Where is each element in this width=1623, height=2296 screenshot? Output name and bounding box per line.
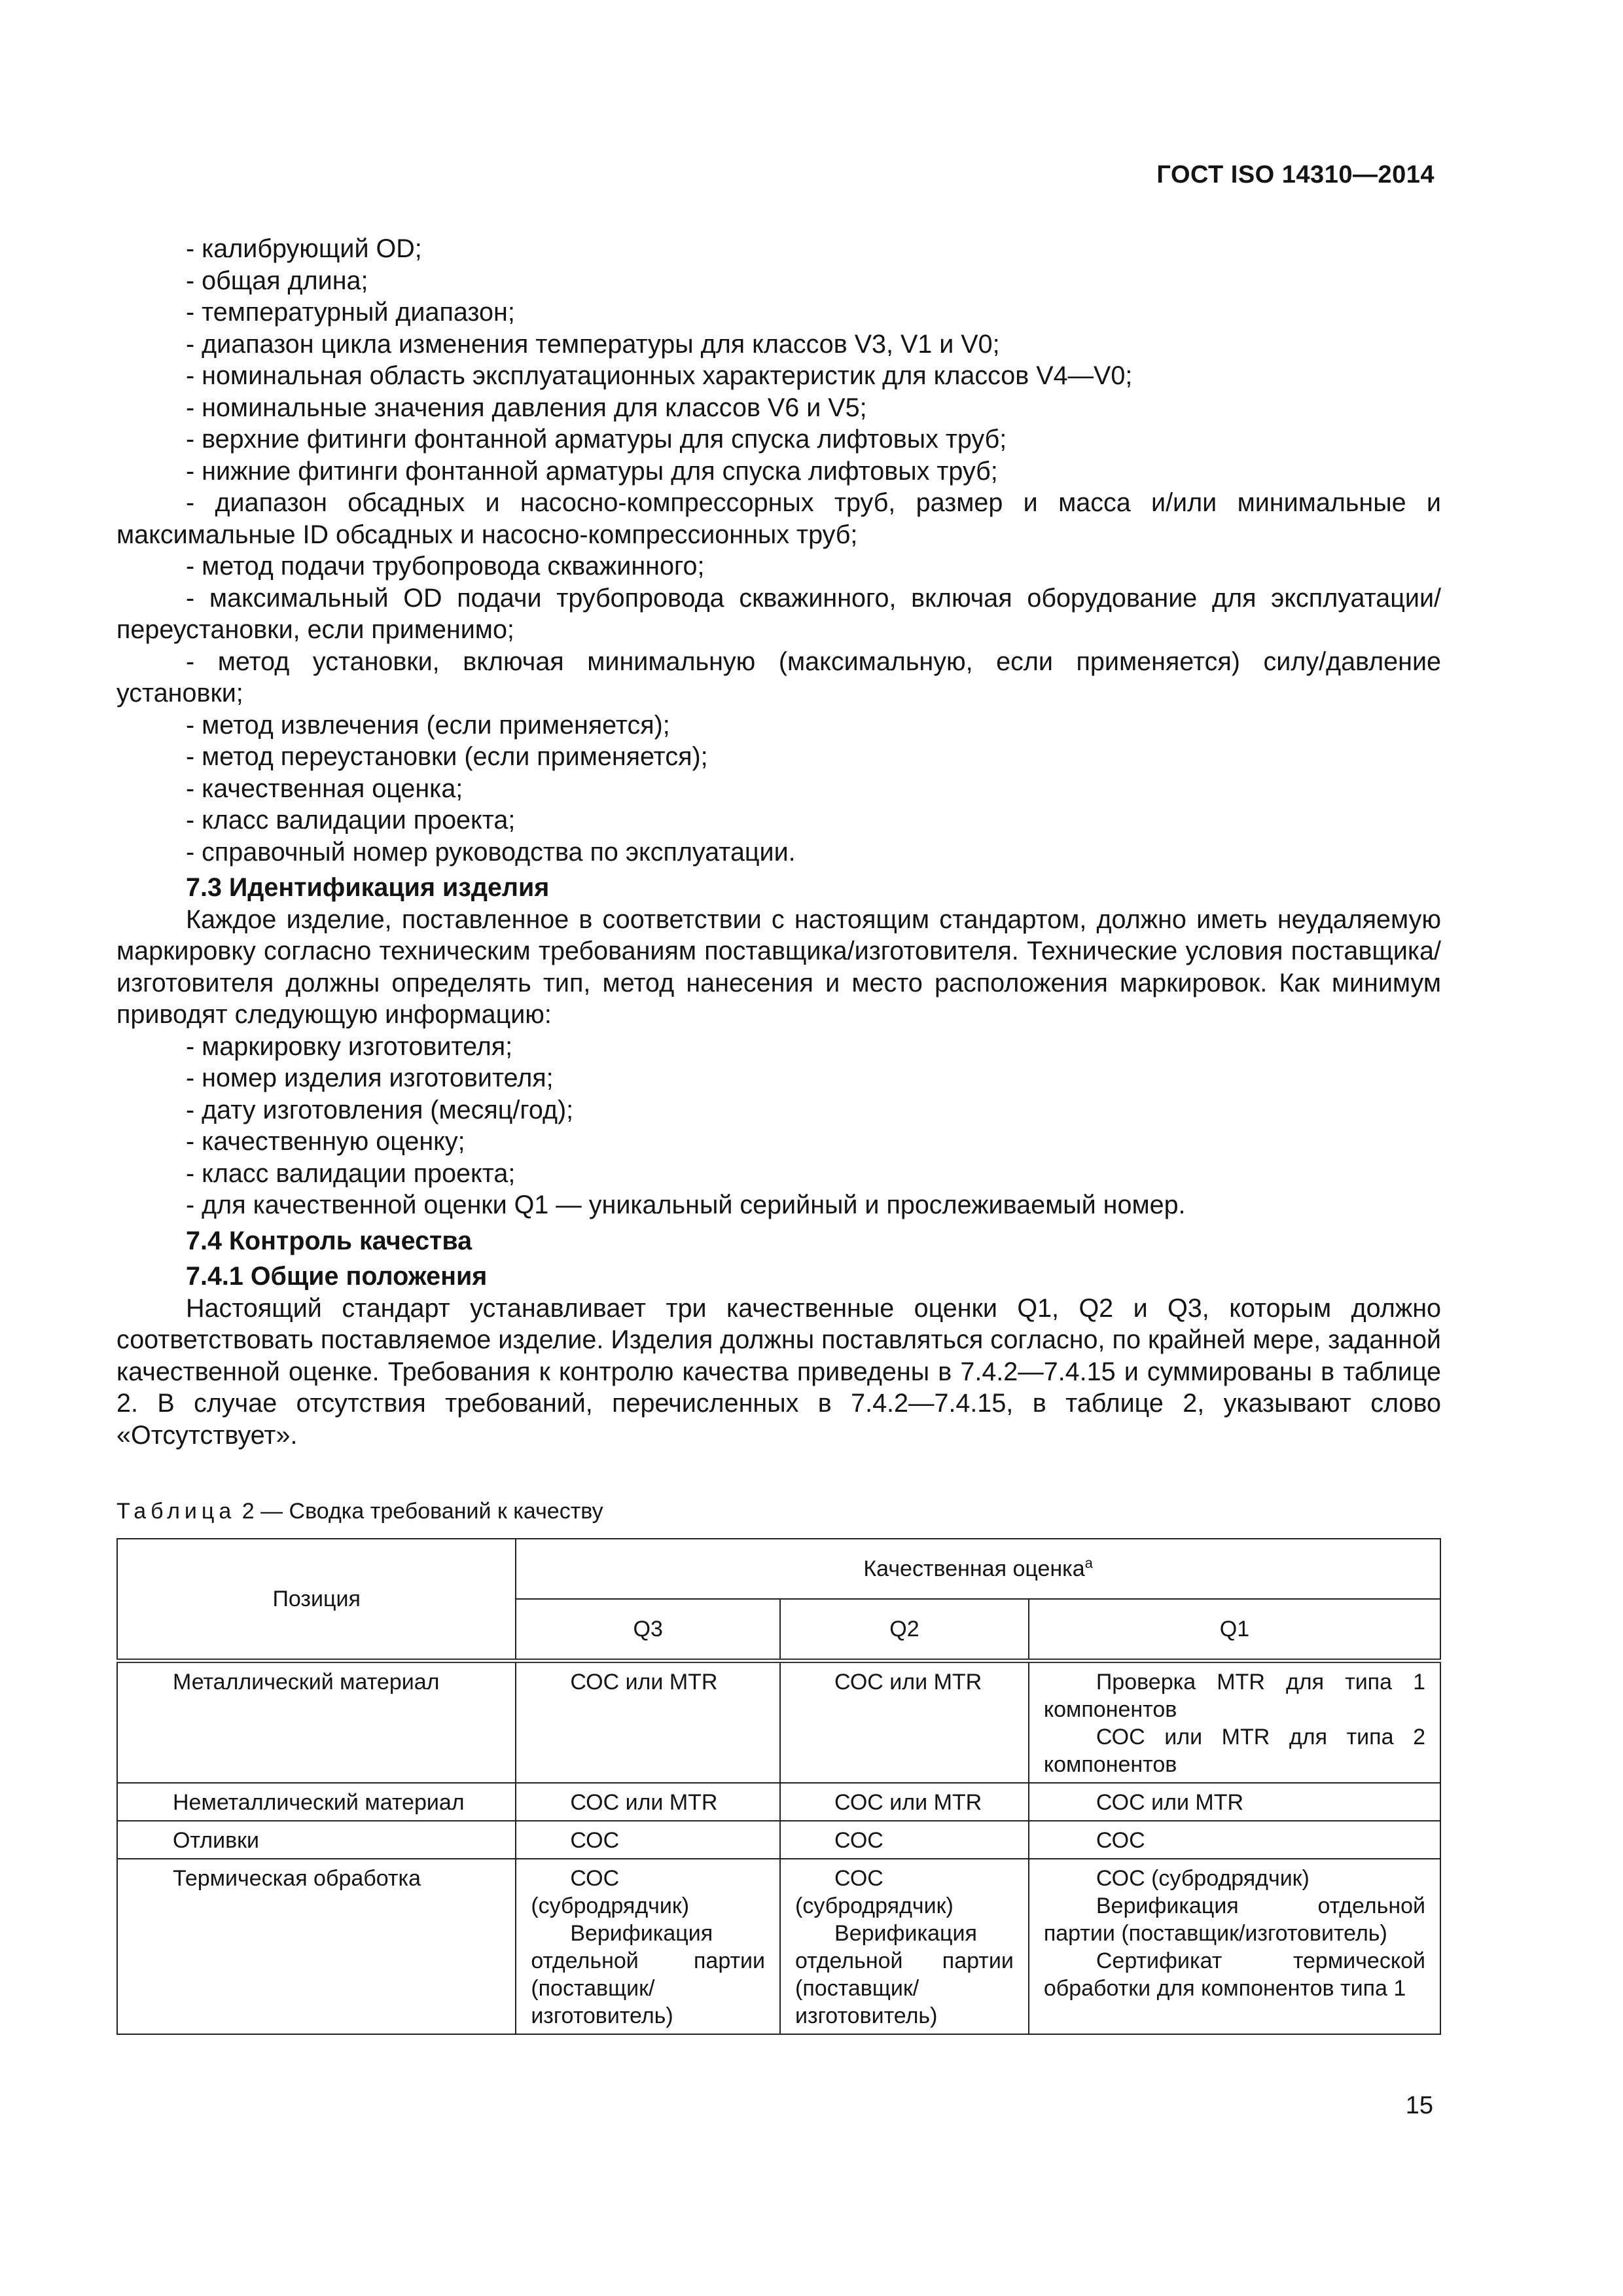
list-item: - метод подачи трубопровода скважинного; [186, 552, 705, 581]
list-item: - дату изготовления (месяц/год); [186, 1095, 574, 1124]
cell-q1: СОС [1029, 1821, 1440, 1859]
cell-q2: СОС или MTR [780, 1783, 1029, 1821]
cell-q1: СОС (субродрядчик) Верификация отдельной партии (поставщик/изготовитель) Сертификат термической обработки для компонентов типа 1 [1029, 1859, 1440, 2034]
list-item: - метод установки, включая минимальную (максимальную, если применяется) силу/давление установки; [116, 647, 1441, 708]
identification-list [116, 1031, 1441, 1221]
list-item: - класс валидации проекта; [186, 806, 516, 834]
section-paragraph-7-3: Каждое изделие, поставленное в соответствии с настоящим стандартом, должно иметь неудаляемую маркировку согласно техническим требованиям поставщика/изготовителя. Технические условия поставщика/изготовителя должны определять тип, метод нанесения и место расположения маркировок. Как минимум приводят следующую информацию: [116, 905, 1441, 1029]
header-q2: Q2 [780, 1599, 1029, 1661]
list-item: - метод извлечения (если применяется); [186, 710, 670, 740]
header-position: Позиция [117, 1539, 516, 1661]
cell-q2: СОС (субродрядчик) Верификация отдельной партии (поставщик/изготовитель) [780, 1859, 1029, 2034]
table-caption-label: Таблица [116, 1499, 236, 1524]
cell-q2: СОС [780, 1821, 1029, 1859]
list-item: - температурный диапазон; [186, 298, 515, 327]
table-row [117, 1661, 1440, 1784]
cell-q2: СОС или MTR [780, 1661, 1029, 1784]
page-body [116, 233, 1441, 1526]
list-item: - метод переустановки (если применяется); [186, 742, 708, 771]
section-heading-7-3: 7.3 Идентификация изделия [186, 873, 550, 902]
cell-position: Металлический материал [117, 1661, 516, 1784]
header-q1: Q1 [1029, 1599, 1440, 1661]
cell-position: Неметаллический материал [117, 1783, 516, 1821]
subsection-heading-7-4-1: 7.4.1 Общие положения [186, 1262, 488, 1291]
cell-position: Отливки [117, 1821, 516, 1859]
list-item: - для качественной оценки Q1 — уникальный серийный и прослеживаемый номер. [186, 1191, 1186, 1219]
header-quality-grade: Качественная оценка$^a$ [516, 1539, 1440, 1599]
list-item: - качественную оценку; [186, 1127, 465, 1156]
section-paragraph-7-4-1: Настоящий стандарт устанавливает три качественные оценки Q1, Q2 и Q3, которым должно соответствовать поставляемое изделие. Изделия должны поставляться согласно, по крайней мере, заданной качественной оценке. Требования к контролю качества приведены в 7.4.2—7.4.15 и суммированы в таблице 2. В случае отсутствия требований, перечисленных в 7.4.2—7.4.15, в таблице 2, указывают слово «Отсутствует». [116, 1293, 1441, 1450]
cell-q3: СОС (субродрядчик) Верификация отдельной партии (поставщик/изготовитель) [516, 1859, 780, 2034]
table-header-row [117, 1539, 1440, 1599]
list-item: - калибрующий OD; [186, 234, 422, 263]
list-item: - верхние фитинги фонтанной арматуры для спуска лифтовых труб; [186, 425, 1007, 454]
list-item: - нижние фитинги фонтанной арматуры для спуска лифтовых труб; [186, 456, 998, 486]
cell-position: Термическая обработка [117, 1859, 516, 2034]
cell-q3: СОС или MTR [516, 1661, 780, 1784]
document-header: ГОСТ ISO 14310—2014 [1156, 161, 1435, 188]
list-item: - класс валидации проекта; [186, 1158, 516, 1188]
cell-q1: СОС или MTR [1029, 1783, 1440, 1821]
footnote-marker: a [1084, 1554, 1093, 1571]
list-item: - диапазон цикла изменения температуры для классов V3, V1 и V0; [186, 329, 1000, 359]
header-q3: Q3 [516, 1599, 780, 1661]
list-item: - качественная оценка; [186, 774, 463, 803]
cell-q3: СОС или MTR [516, 1783, 780, 1821]
table-caption-text: 2 — Сводка требований к качеству [236, 1499, 603, 1524]
list-item: - номер изделия изготовителя; [186, 1064, 554, 1092]
table-row [117, 1783, 1440, 1821]
list-item: - общая длина; [186, 266, 368, 295]
list-item: - номинальные значения давления для классов V6 и V5; [186, 393, 867, 422]
table-row [117, 1859, 1440, 2034]
cell-q3: СОС [516, 1821, 780, 1859]
page-number: 15 [1405, 2092, 1433, 2119]
list-item: - справочный номер руководства по эксплуатации. [186, 837, 796, 867]
cell-q1: Проверка MTR для типа 1 компонентов СОС или MTR для типа 2 компонентов [1029, 1661, 1440, 1784]
list-item: - диапазон обсадных и насосно-компрессорных труб, размер и масса и/или минимальные и максимальные ID обсадных и насосно-компрессионных труб; [116, 488, 1441, 549]
list-item: - номинальная область эксплуатационных характеристик для классов V4—V0; [186, 361, 1133, 390]
table-row [117, 1821, 1440, 1859]
spec-list [116, 233, 1441, 868]
table-caption [116, 1497, 1441, 1526]
list-item: - максимальный OD подачи трубопровода скважинного, включая оборудование для эксплуатации/переустановки, если применимо; [116, 583, 1441, 644]
list-item: - маркировку изготовителя; [186, 1031, 513, 1061]
section-heading-7-4: 7.4 Контроль качества [186, 1226, 473, 1255]
quality-requirements-table [116, 1538, 1441, 2035]
